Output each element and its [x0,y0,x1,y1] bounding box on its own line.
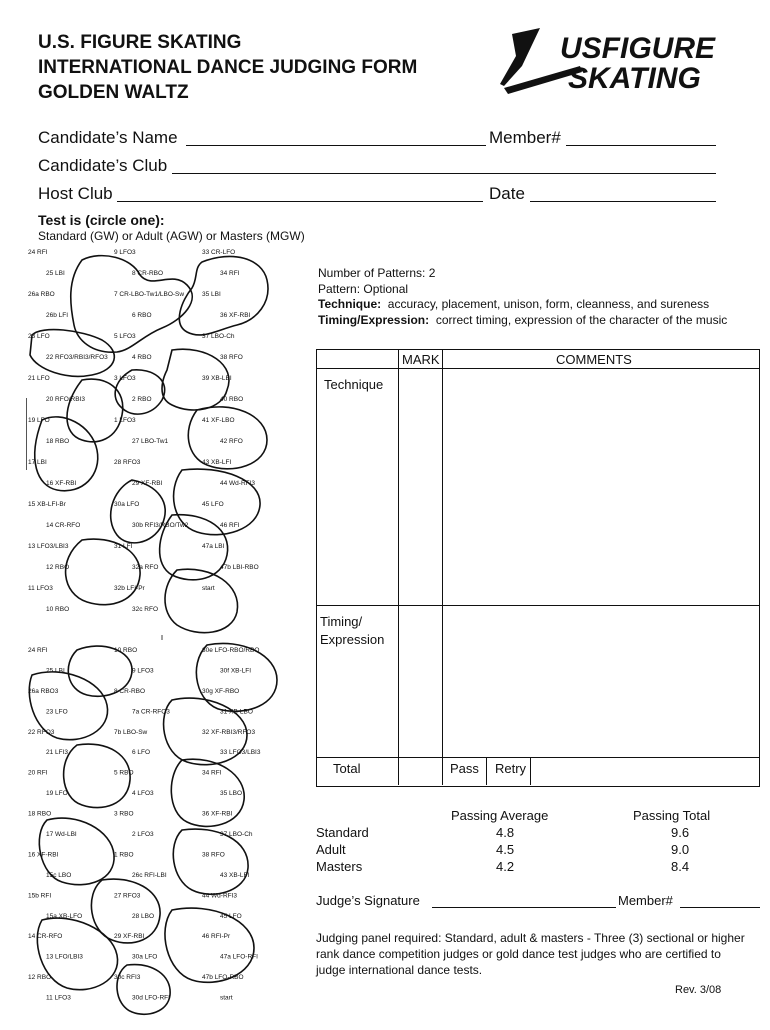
top-step-label: 47a LBI [202,543,225,550]
top-step-labels [28,249,259,613]
test-options[interactable]: Standard (GW) or Adult (AGW) or Masters (MGW) [38,229,305,243]
top-step-label: 4 RBO [132,354,152,361]
us-figure-skating-logo [500,26,720,96]
host-club-label: Host Club [38,184,113,203]
top-step-label: 2 RBO [132,396,152,403]
judge-signature-label: Judge’s Signature [316,893,420,908]
bottom-step-label: 2 LFO3 [132,831,154,838]
top-step-label: 41 XF-LBO [202,417,235,424]
judging-panel-note: Judging panel required: Standard, adult & masters - Three (3) sectional or higher rank dance competition judges or gold dance test judges who are certified to judge international dance tests. [316,931,745,977]
bottom-step-label: 14 CR-RFO [28,933,63,941]
bottom-step-label: 26c RFI-LBI [132,871,167,879]
logo-text-line-1: USFIGURE [560,32,716,65]
bottom-step-label: start [220,994,233,1002]
top-lobe-10 [111,480,165,543]
date-row [489,184,525,206]
bottom-step-label: 15a XB-LFO [46,912,83,920]
pattern-diagram-svg [22,240,302,1025]
bottom-step-label: 6 LFO [132,749,151,757]
bottom-step-label: 32 XF-RBI3/RFO3 [202,728,256,736]
timing-criteria-text: correct timing, expression of the character of the music [435,312,728,327]
top-step-label: 39 XB-LBI [202,375,232,382]
dance-pattern-diagrams [22,240,302,1025]
top-step-label: 45 LFO [202,501,224,508]
top-step-label: 28 RFO3 [114,459,141,466]
date-field[interactable] [530,183,716,202]
passing-total-header: Passing Total [633,808,711,823]
standard-total: 9.6 [671,825,690,840]
candidate-name-row [38,128,178,150]
top-step-label: 34 RFI [220,270,240,277]
bottom-step-label: 29 XF-RBI [114,933,145,941]
mark-header: MARK [402,352,440,367]
top-step-label: 14 CR-RFO [46,522,81,529]
bottom-step-label: 21 LFI3 [46,749,69,757]
bottom-step-label: 33 LFO3/LBI3 [220,749,261,757]
top-step-label: 6 RBO [132,312,152,319]
top-step-label: 9 LFO3 [114,249,136,256]
candidate-club-field[interactable] [172,155,716,174]
bottom-step-label: 30c RFI3 [114,974,141,982]
top-step-label: 47b LBI-RBO [220,564,259,571]
bottom-lobe-8 [173,829,248,894]
top-step-label: 26b LFI [46,312,69,319]
bottom-step-label: 22 RFO3 [28,728,55,736]
technique-criteria-text: accuracy, placement, unison, form, cleanness, and sureness [387,297,710,311]
grid-col-divider-2 [442,349,443,785]
top-step-label: 29 XF-RBI [132,480,163,487]
top-step-label: 33 CR-LFO [202,249,236,256]
bottom-step-label: 17 Wd-LBI [46,831,77,838]
top-step-label: 13 LFO3/LBI3 [28,543,69,550]
technique-criteria [318,297,727,313]
top-step-label: 18 RBO [46,438,70,445]
timing-criteria [318,313,727,329]
bottom-step-label: 38 RFO [202,851,225,859]
bottom-step-label: 30d LFO-RFI [132,994,170,1002]
top-step-label: 16 XF-RBI [46,480,77,487]
top-step-label: 25 LBI [46,270,65,277]
bottom-step-label: 28 LBO [132,912,155,920]
top-step-label: 12 RBO [46,564,70,571]
bottom-step-label: 34 RFI [202,769,222,777]
level-adult: Adult [316,842,346,857]
signature-member-field[interactable] [680,893,760,908]
candidate-club-label: Candidate’s Club [38,156,168,175]
top-step-label: 46 RFI [220,522,240,529]
top-step-label: 20 RFO/RBI3 [46,396,86,403]
revision-label: Rev. 3/08 [675,984,722,996]
bottom-step-label: 15c LBO [46,871,72,879]
top-step-label: 32b LFI-Pr [114,585,145,592]
top-step-label: 32c RFO [132,606,159,613]
bottom-lobe-12 [117,965,170,1015]
top-step-label: 27 LBO-Tw1 [132,438,169,445]
top-lobe-6 [67,379,123,442]
member-label: Member# [489,128,561,147]
bottom-step-label: 18 RBO [28,810,52,818]
timing-comments-cell[interactable] [444,607,757,756]
member-row [489,128,561,150]
top-step-label: 37 LBO-Ch [202,333,235,340]
timing-label-line-2: Expression [320,632,385,647]
top-step-label: start [202,585,215,592]
member-field[interactable] [566,127,716,146]
bottom-step-label: 7a CR-RFO3 [132,708,170,716]
top-step-label: 17 LBI [28,459,47,466]
test-label: Test is (circle one): [38,212,165,228]
bottom-step-label: 11 LFO3 [46,994,71,1002]
level-standard: Standard [316,825,369,840]
bottom-step-label: 36 XF-RBI [202,810,233,818]
grid-row-divider-1 [316,605,759,606]
bottom-step-label: 30g XF-RBO [202,687,240,695]
technique-criteria-label: Technique: [318,297,382,311]
pass-option[interactable]: Pass [450,761,479,776]
top-step-label: 1 LFO3 [114,417,136,424]
top-step-label: 44 Wd-RFI3 [220,480,256,487]
top-step-label: 22 RFO3/RBI3/RFO3 [46,354,108,361]
test-info [318,266,727,328]
bottom-step-label: 23 LFO [46,708,68,716]
form-title [38,30,417,105]
bottom-step-label: 25 LBI [46,667,65,675]
top-step-label: 10 RBO [46,606,70,613]
timing-label-line-1: Timing/ [320,614,363,629]
bottom-step-label: 26a RBO3 [28,687,59,695]
bottom-step-label: 16 XF-RBI [28,851,59,859]
host-club-field[interactable] [117,183,483,202]
bottom-step-label: 8 CR-RBO [114,687,146,695]
top-step-label: 42 RFO [220,438,243,445]
top-step-label: 19 LFO [28,417,50,424]
bottom-step-label: 1 RBO [114,851,134,859]
top-step-label: 38 RFO [220,354,243,361]
top-step-label: 15 XB-LFI-Br [28,501,66,508]
top-step-label: 31 LFI [114,543,133,550]
signature-member-label: Member# [618,893,673,908]
timing-criteria-label: Timing/Expression: [318,312,430,327]
patterns-count: Number of Patterns: 2 [318,266,436,280]
judge-signature-field[interactable] [432,893,616,908]
grid-col-divider-3 [486,757,487,785]
bottom-step-label: 46 RFI-Pr [202,933,231,941]
bottom-step-label: 15b RFI [28,892,52,900]
top-step-label: 26a RBO [28,291,55,298]
top-step-label: 5 LFO3 [114,333,136,340]
candidate-name-label: Candidate’s Name [38,128,178,147]
masters-average: 4.2 [496,859,515,874]
bottom-step-label: 13 LFO/LBI3 [46,953,83,961]
bottom-step-label: 35 LBO [220,790,243,798]
top-step-label: 43 XB-LFI [202,459,232,466]
masters-total: 8.4 [671,859,690,874]
bottom-step-label: 4 LFO3 [132,790,154,798]
technique-label: Technique [324,377,384,392]
bottom-step-label: 12 RBO [28,974,52,982]
top-step-label: 30a LFO [114,501,140,508]
candidate-club-row [38,156,167,178]
technique-comments-cell[interactable] [444,370,757,604]
adult-total: 9.0 [671,842,690,857]
standard-average: 4.8 [496,825,515,840]
top-step-label: 32a RFO [132,564,159,571]
title-line-3: GOLDEN WALTZ [38,82,189,103]
top-step-label: 24 RFI [28,249,48,256]
bottom-step-label: 30a LFO [132,953,158,961]
level-masters: Masters [316,859,363,874]
title-line-2: INTERNATIONAL DANCE JUDGING FORM [38,57,418,78]
top-step-label: 35 LBI [202,291,221,298]
bottom-step-label: 43 XB-LFI [220,871,250,879]
bottom-step-label: 31 XB-LBO [220,708,253,716]
bottom-step-label: 37 LBO-Ch [220,831,253,838]
bottom-step-label: 45 LFO [220,912,242,920]
date-label: Date [489,184,525,203]
top-step-label: 21 LFO [28,375,50,382]
grid-row-divider-2 [316,757,759,758]
top-step-label: 8 CR-RBO [132,270,164,277]
top-step-label: 11 LFO3 [28,585,53,592]
bottom-step-label: 30f XB-LFI [220,667,252,675]
bottom-step-label: 10 RBO [114,647,138,654]
timing-label [320,613,384,649]
technique-mark-cell[interactable] [400,370,441,604]
bottom-step-label: 47b LFO-RBO [202,974,244,982]
passing-average-header: Passing Average [451,808,549,823]
bottom-step-label: 9 LFO3 [132,667,154,675]
bottom-step-label: 24 RFI [28,647,48,654]
top-step-label: 3 LFO3 [114,375,136,382]
total-mark-cell[interactable] [400,759,441,784]
top-step-label: 23 LFO [28,333,50,340]
host-club-row [38,184,113,206]
comments-header: COMMENTS [556,352,632,367]
bottom-step-label: 47a LFO-RFI [220,953,258,961]
bottom-step-label: 7b LBO-Sw [114,728,148,736]
retry-option[interactable]: Retry [495,761,527,776]
bottom-step-label: 19 LFO [46,790,68,798]
grid-header-divider [316,368,759,369]
total-label: Total [333,761,361,776]
bottom-step-label: 3 RBO [114,810,134,818]
timing-mark-cell[interactable] [400,607,441,756]
top-step-label: 30b RFI3/RBO/Tw2 [132,522,189,529]
skate-blade-icon [500,26,720,96]
candidate-name-field[interactable] [186,127,486,146]
bottom-step-label: 30e LFO-RBO/RBO [202,647,260,654]
top-step-label: 40 RBO [220,396,244,403]
bottom-step-labels [28,647,261,1002]
top-step-label: 36 XF-RBI [220,312,251,319]
top-step-label: 7 CR-LBO-Tw1/LBO-Sw [114,291,185,298]
grid-col-divider-4 [530,757,531,785]
pattern-type: Pattern: Optional [318,281,409,296]
bottom-step-label: 27 RFO3 [114,892,141,900]
bottom-step-label: 5 RBO [114,769,134,777]
bottom-step-label: 20 RFI [28,769,48,777]
title-line-1: U.S. FIGURE SKATING [38,32,242,53]
bottom-step-label: 44 Wd-RFI3 [202,892,238,900]
adult-average: 4.5 [496,842,515,857]
logo-text-line-2: SKATING [568,62,701,95]
grid-col-divider-1 [398,349,399,785]
